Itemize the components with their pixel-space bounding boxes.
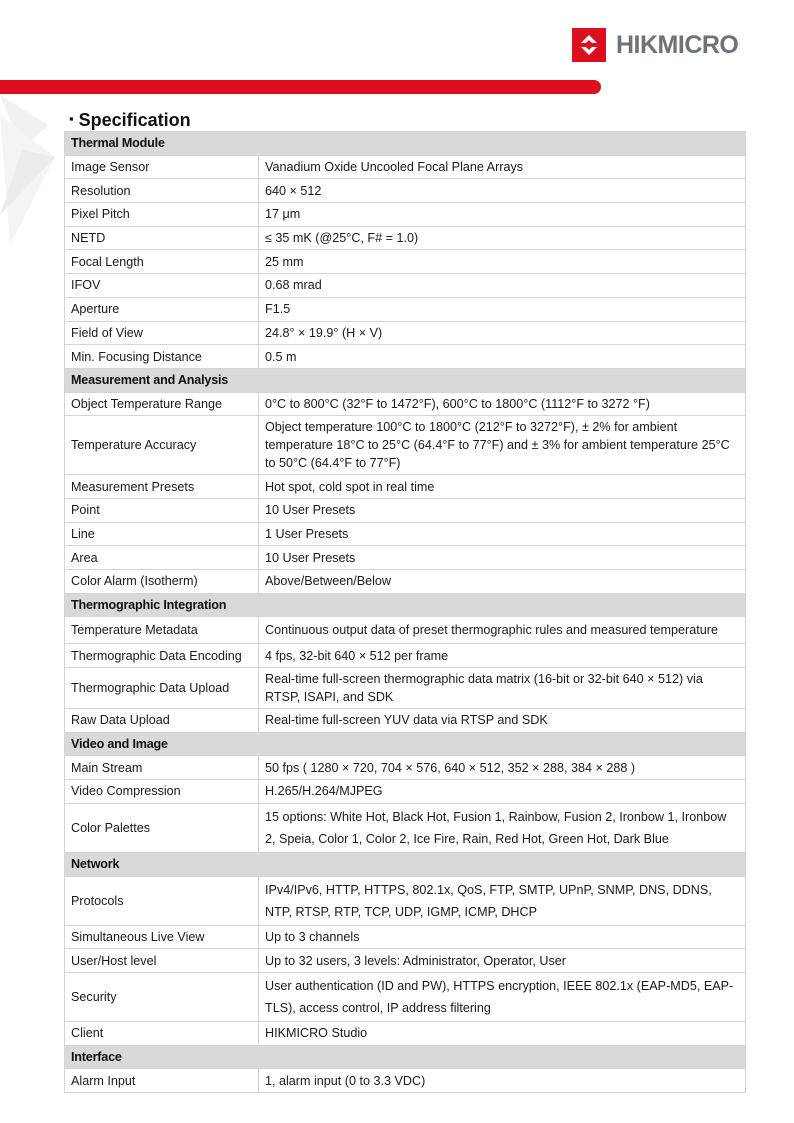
spec-value: 50 fps ( 1280 × 720, 704 × 576, 640 × 512, 352 × 288, 384 × 288 ) xyxy=(259,756,746,780)
spec-label: Thermographic Data Upload xyxy=(65,668,259,709)
bullet-icon: ▪ xyxy=(69,111,74,126)
spec-row xyxy=(65,644,746,668)
section-header-row xyxy=(65,593,746,617)
section-title: Interface xyxy=(65,1045,746,1069)
spec-value: 640 × 512 xyxy=(259,179,746,203)
spec-value: Continuous output data of preset thermographic rules and measured temperature xyxy=(259,617,746,644)
section-title: Measurement and Analysis xyxy=(65,368,746,392)
spec-label: Area xyxy=(65,546,259,570)
spec-row xyxy=(65,1021,746,1045)
spec-value: 24.8° × 19.9° (H × V) xyxy=(259,321,746,345)
spec-row xyxy=(65,226,746,250)
section-title: Video and Image xyxy=(65,732,746,756)
spec-label: Field of View xyxy=(65,321,259,345)
spec-value: Real-time full-screen YUV data via RTSP and SDK xyxy=(259,709,746,733)
spec-label: Alarm Input xyxy=(65,1069,259,1093)
spec-value: Up to 3 channels xyxy=(259,925,746,949)
spec-label: Thermographic Data Encoding xyxy=(65,644,259,668)
spec-label: Object Temperature Range xyxy=(65,392,259,416)
spec-label: Temperature Metadata xyxy=(65,617,259,644)
spec-label: Video Compression xyxy=(65,780,259,804)
spec-value: 1, alarm input (0 to 3.3 VDC) xyxy=(259,1069,746,1093)
section-header-row xyxy=(65,368,746,392)
spec-value: Hot spot, cold spot in real time xyxy=(259,475,746,499)
spec-row xyxy=(65,972,746,1021)
hikmicro-logo-icon xyxy=(572,28,606,62)
spec-row xyxy=(65,617,746,644)
spec-label: Simultaneous Live View xyxy=(65,925,259,949)
spec-label: Color Palettes xyxy=(65,803,259,852)
spec-row xyxy=(65,803,746,852)
spec-label: Point xyxy=(65,498,259,522)
spec-row xyxy=(65,155,746,179)
spec-label: Security xyxy=(65,972,259,1021)
spec-label: Resolution xyxy=(65,179,259,203)
spec-value: F1.5 xyxy=(259,297,746,321)
page-title xyxy=(69,108,191,132)
spec-value: ≤ 35 mK (@25°C, F# = 1.0) xyxy=(259,226,746,250)
spec-row xyxy=(65,925,746,949)
section-title: Thermographic Integration xyxy=(65,593,746,617)
spec-label: Pixel Pitch xyxy=(65,203,259,227)
section-header-row xyxy=(65,1045,746,1069)
page-title-text: Specification xyxy=(78,110,191,130)
spec-label: Aperture xyxy=(65,297,259,321)
spec-row xyxy=(65,475,746,499)
section-header-row xyxy=(65,732,746,756)
spec-row xyxy=(65,876,746,925)
spec-row xyxy=(65,546,746,570)
hikmicro-logo xyxy=(572,27,738,63)
spec-label: Min. Focusing Distance xyxy=(65,345,259,369)
spec-value: 0°C to 800°C (32°F to 1472°F), 600°C to 1800°C (1112°F to 3272 °F) xyxy=(259,392,746,416)
spec-value: 0.68 mrad xyxy=(259,274,746,298)
spec-row xyxy=(65,416,746,475)
spec-value: Above/Between/Below xyxy=(259,570,746,594)
spec-row xyxy=(65,203,746,227)
section-title: Network xyxy=(65,852,746,876)
spec-label: Client xyxy=(65,1021,259,1045)
spec-value: 17 μm xyxy=(259,203,746,227)
spec-row xyxy=(65,274,746,298)
spec-row xyxy=(65,297,746,321)
decorative-star-graphic xyxy=(0,95,70,255)
section-title: Thermal Module xyxy=(65,132,746,156)
spec-row xyxy=(65,570,746,594)
spec-row xyxy=(65,522,746,546)
spec-value: Object temperature 100°C to 1800°C (212°F to 3272°F), ± 2% for ambient temperature 18°C to 25°C (64.4°F to 77°F) and ± 3% for ambient temperature 25°C to 50°C (64.4°F to 77°F) xyxy=(259,416,746,475)
spec-label: User/Host level xyxy=(65,949,259,973)
spec-row xyxy=(65,709,746,733)
spec-label: Raw Data Upload xyxy=(65,709,259,733)
spec-value: Real-time full-screen thermographic data matrix (16-bit or 32-bit 640 × 512) via RTSP, ISAPI, and SDK xyxy=(259,668,746,709)
spec-label: Line xyxy=(65,522,259,546)
spec-value: Up to 32 users, 3 levels: Administrator, Operator, User xyxy=(259,949,746,973)
spec-label: Protocols xyxy=(65,876,259,925)
spec-value: Vanadium Oxide Uncooled Focal Plane Arrays xyxy=(259,155,746,179)
spec-label: Measurement Presets xyxy=(65,475,259,499)
spec-value: IPv4/IPv6, HTTP, HTTPS, 802.1x, QoS, FTP, SMTP, UPnP, SNMP, DNS, DDNS, NTP, RTSP, RTP, TCP, UDP, IGMP, ICMP, DHCP xyxy=(259,876,746,925)
spec-value: 10 User Presets xyxy=(259,546,746,570)
spec-row xyxy=(65,250,746,274)
spec-label: IFOV xyxy=(65,274,259,298)
spec-label: Temperature Accuracy xyxy=(65,416,259,475)
spec-value: 1 User Presets xyxy=(259,522,746,546)
section-header-row xyxy=(65,132,746,156)
spec-row xyxy=(65,498,746,522)
specification-table xyxy=(64,131,746,1093)
spec-value: H.265/H.264/MJPEG xyxy=(259,780,746,804)
spec-value: 15 options: White Hot, Black Hot, Fusion 1, Rainbow, Fusion 2, Ironbow 1, Ironbow 2, Speia, Color 1, Color 2, Ice Fire, Rain, Red Hot, Green Hot, Dark Blue xyxy=(259,803,746,852)
spec-label: Focal Length xyxy=(65,250,259,274)
spec-row xyxy=(65,1069,746,1093)
header-accent-bar xyxy=(0,80,601,94)
spec-row xyxy=(65,756,746,780)
spec-value: HIKMICRO Studio xyxy=(259,1021,746,1045)
spec-row xyxy=(65,321,746,345)
specification-table-body xyxy=(65,132,746,1093)
section-header-row xyxy=(65,852,746,876)
spec-value: 4 fps, 32-bit 640 × 512 per frame xyxy=(259,644,746,668)
spec-row xyxy=(65,392,746,416)
logo-text: HIKMICRO xyxy=(616,31,739,59)
spec-row xyxy=(65,345,746,369)
spec-value: 25 mm xyxy=(259,250,746,274)
spec-value: 0.5 m xyxy=(259,345,746,369)
spec-label: Color Alarm (Isotherm) xyxy=(65,570,259,594)
spec-label: NETD xyxy=(65,226,259,250)
spec-row xyxy=(65,949,746,973)
spec-value: User authentication (ID and PW), HTTPS encryption, IEEE 802.1x (EAP-MD5, EAP-TLS), access control, IP address filtering xyxy=(259,972,746,1021)
spec-row xyxy=(65,179,746,203)
spec-label: Image Sensor xyxy=(65,155,259,179)
spec-row xyxy=(65,668,746,709)
spec-row xyxy=(65,780,746,804)
spec-value: 10 User Presets xyxy=(259,498,746,522)
spec-label: Main Stream xyxy=(65,756,259,780)
